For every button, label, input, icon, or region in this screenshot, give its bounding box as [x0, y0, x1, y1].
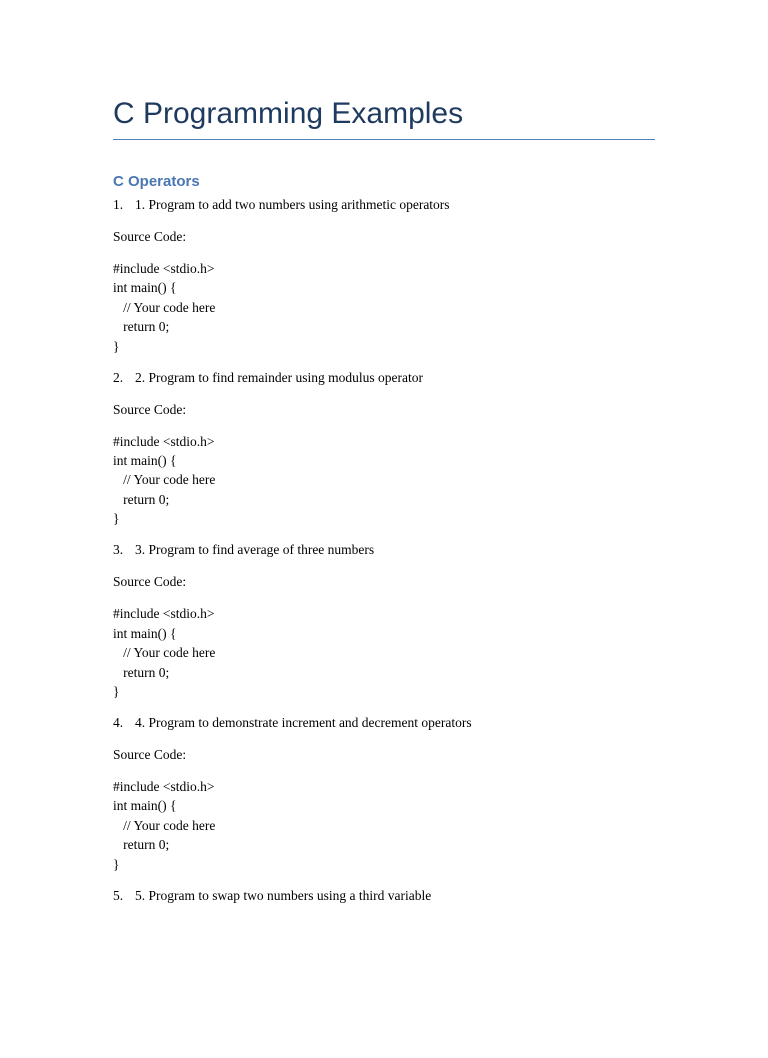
source-code-label: Source Code:: [113, 574, 187, 590]
list-item-title: [113, 368, 423, 388]
list-item-number: 2.: [113, 369, 124, 385]
list-item-title: [113, 195, 450, 215]
code-line: }: [113, 856, 120, 872]
list-item-text: 3. Program to find average of three numbers: [135, 542, 375, 558]
list-item-number: 3.: [113, 542, 124, 558]
title-divider: [113, 139, 655, 140]
list-item-text: 2. Program to find remainder using modulus operator: [135, 369, 423, 385]
list-item: [113, 713, 656, 886]
document-title: C Programming Examples: [113, 97, 464, 130]
code-line: return 0;: [113, 319, 170, 335]
code-block: [113, 432, 215, 529]
list-item-text: 5. Program to swap two numbers using a third variable: [135, 887, 432, 903]
code-block: [113, 259, 215, 356]
list-item-title: [113, 713, 472, 733]
code-line: #include <stdio.h>: [113, 433, 215, 449]
list-item-text: 1. Program to add two numbers using arithmetic operators: [135, 197, 450, 212]
code-line: int main() {: [113, 280, 177, 296]
list-item: [113, 368, 656, 541]
list-item-text: 4. Program to demonstrate increment and decrement operators: [135, 715, 472, 731]
list-item: [113, 540, 656, 713]
code-line: #include <stdio.h>: [113, 261, 215, 276]
list-item-number: 1.: [113, 197, 124, 212]
code-line: }: [113, 683, 120, 699]
list-item-title: [113, 540, 374, 560]
code-line: // Your code here: [113, 472, 216, 488]
code-line: #include <stdio.h>: [113, 606, 215, 622]
code-line: int main() {: [113, 625, 177, 641]
list-item: [113, 886, 656, 1058]
list-item-number: 4.: [113, 715, 124, 731]
list-item-number: 5.: [113, 887, 124, 903]
code-line: }: [113, 338, 120, 354]
section-heading: C Operators: [113, 173, 200, 190]
code-line: // Your code here: [113, 645, 216, 661]
code-line: return 0;: [113, 664, 170, 680]
code-line: #include <stdio.h>: [113, 779, 215, 795]
code-block: [113, 777, 215, 874]
source-code-label: Source Code:: [113, 747, 187, 763]
code-line: }: [113, 511, 120, 527]
code-line: // Your code here: [113, 299, 216, 315]
code-block: [113, 604, 215, 701]
source-code-label: Source Code:: [113, 401, 187, 417]
code-line: return 0;: [113, 837, 170, 853]
code-line: int main() {: [113, 453, 177, 469]
list-item-title: [113, 886, 431, 906]
source-code-label: Source Code:: [113, 229, 187, 244]
examples-list: [113, 195, 656, 1058]
code-line: // Your code here: [113, 817, 216, 833]
code-line: return 0;: [113, 491, 170, 507]
list-item: [113, 195, 656, 368]
code-line: int main() {: [113, 798, 177, 814]
